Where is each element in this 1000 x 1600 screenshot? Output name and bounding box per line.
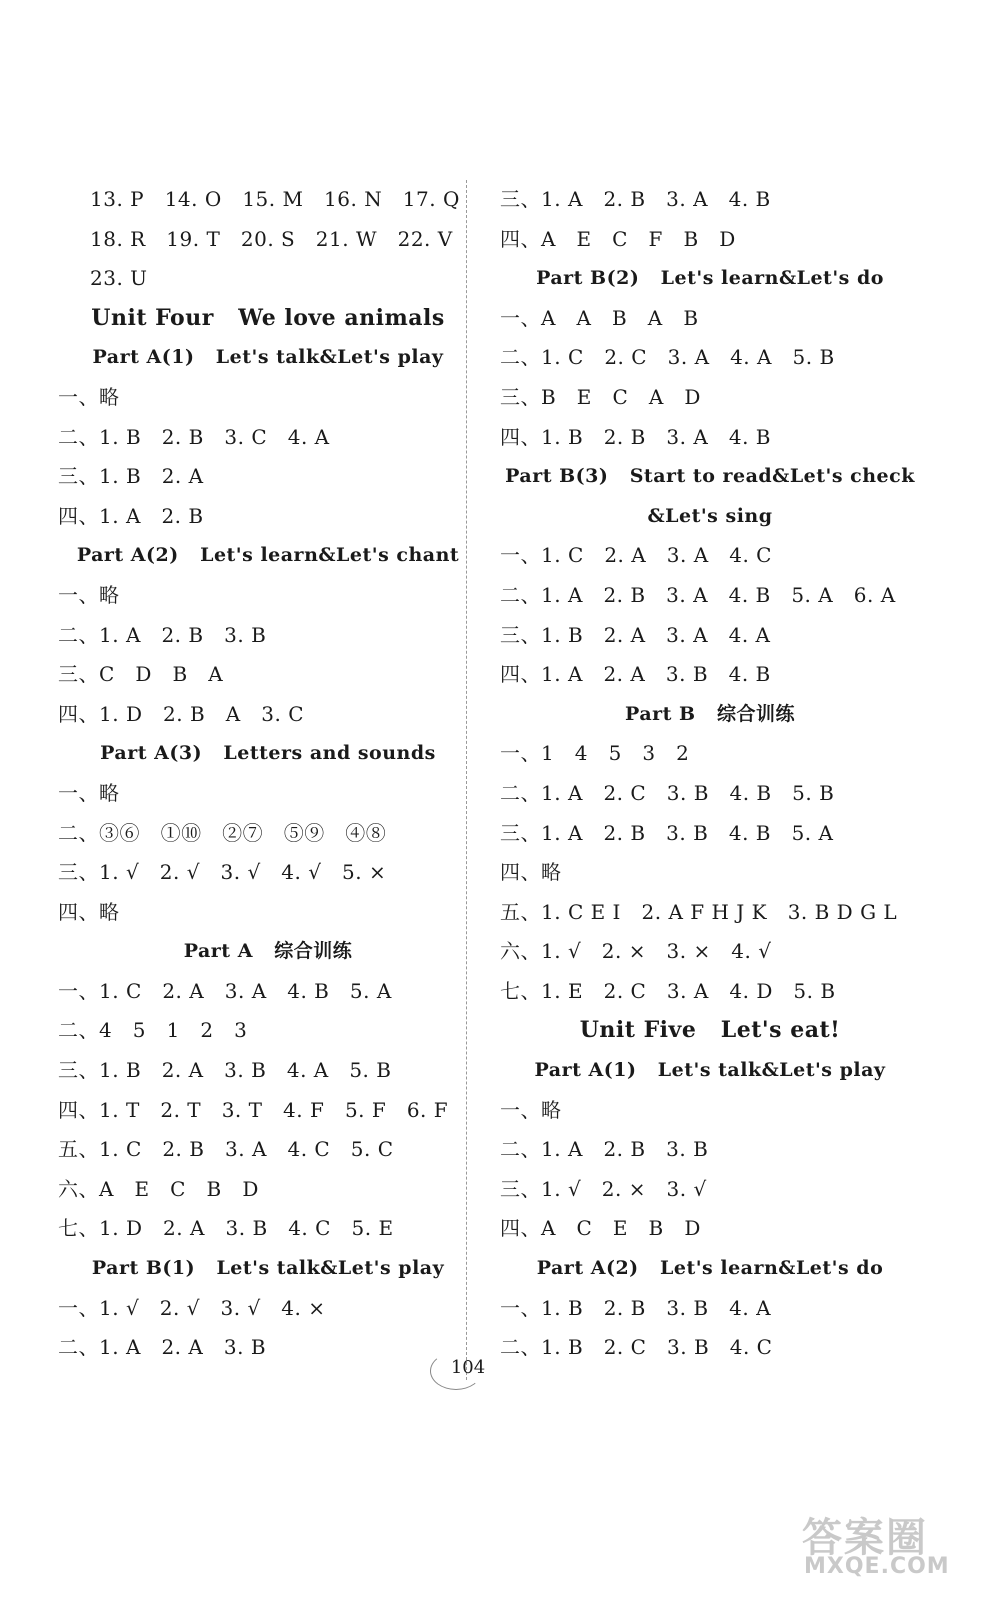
answer-line: 一、1 4 5 3 2	[500, 741, 690, 766]
answer-line: 四、略	[58, 899, 120, 924]
answer-line: 四、1. T 2. T 3. T 4. F 5. F 6. F	[58, 1097, 449, 1122]
section-heading: Part B(1) Let's talk&Let's play	[91, 1257, 445, 1280]
column-divider	[466, 180, 467, 1380]
section-heading: Part A(2) Let's learn&Let's chant	[76, 544, 460, 567]
answer-line: 二、1. A 2. B 3. B	[58, 622, 267, 647]
watermark-logo	[796, 1506, 976, 1579]
answer-line: 二、1. A 2. C 3. B 4. B 5. B	[500, 780, 835, 805]
answer-line: 三、1. A 2. B 3. B 4. B 5. A	[500, 820, 834, 845]
answer-line: 三、1. √ 2. √ 3. √ 4. √ 5. ×	[58, 860, 387, 885]
answer-line: 一、1. C 2. A 3. A 4. B 5. A	[58, 978, 392, 1003]
answer-line: 二、4 5 1 2 3	[58, 1018, 248, 1043]
section-heading: &Let's sing	[647, 504, 773, 527]
answer-line: 三、1. √ 2. × 3. √	[500, 1176, 707, 1201]
answer-line: 二、③⑥ ①⑩ ②⑦ ⑤⑨ ④⑧	[58, 820, 387, 845]
section-heading: Part B(3) Start to read&Let's check	[505, 465, 915, 488]
answer-line: 一、1. √ 2. √ 3. √ 4. ×	[58, 1295, 326, 1320]
answer-line: 一、1. B 2. B 3. B 4. A	[500, 1295, 772, 1320]
answer-line: 三、C D B A	[58, 662, 224, 687]
answer-line: 四、略	[500, 860, 562, 885]
watermark-url: MXQE.COM	[804, 1554, 950, 1579]
watermark-text: 答案圈	[802, 1515, 928, 1561]
section-heading: Part A(1) Let's talk&Let's play	[92, 346, 444, 369]
answer-line: 13. P 14. O 15. M 16. N 17. Q	[90, 187, 460, 211]
answer-line: 一、略	[58, 582, 120, 607]
left-answer-column	[58, 180, 478, 1368]
answer-line: 四、A C E B D	[500, 1216, 701, 1241]
answer-line: 四、1. A 2. A 3. B 4. B	[500, 662, 771, 687]
answer-line: 六、A E C B D	[58, 1176, 259, 1201]
page-number: 104	[450, 1357, 486, 1378]
answer-line: 23. U	[90, 266, 148, 291]
answer-line: 二、1. B 2. B 3. C 4. A	[58, 424, 330, 449]
answer-line: 四、1. D 2. B A 3. C	[58, 701, 305, 726]
answer-line: 四、A E C F B D	[500, 226, 736, 251]
section-heading: Part B(2) Let's learn&Let's do	[536, 267, 884, 290]
answer-line: 二、1. C 2. C 3. A 4. A 5. B	[500, 345, 835, 370]
section-heading: Part A(1) Let's talk&Let's play	[534, 1059, 886, 1082]
answer-line: 一、略	[58, 384, 120, 409]
answer-line: 三、1. A 2. B 3. A 4. B	[500, 187, 771, 211]
section-heading: Part B 综合训练	[625, 702, 795, 725]
answer-line: 三、1. B 2. A 3. B 4. A 5. B	[58, 1058, 392, 1083]
section-heading: Part A(3) Letters and sounds	[100, 742, 436, 765]
answer-line: 一、1. C 2. A 3. A 4. C	[500, 543, 772, 568]
answer-line: 一、略	[58, 780, 120, 805]
answer-line: 一、略	[500, 1097, 562, 1122]
answer-line: 七、1. D 2. A 3. B 4. C 5. E	[58, 1216, 394, 1241]
answer-line: 七、1. E 2. C 3. A 4. D 5. B	[500, 978, 836, 1003]
section-heading: Part A 综合训练	[183, 940, 353, 963]
answer-line: 三、1. B 2. A	[58, 464, 204, 489]
answer-line: 三、B E C A D	[500, 384, 701, 409]
answer-line: 18. R 19. T 20. S 21. W 22. V	[90, 226, 453, 251]
section-heading: Part A(2) Let's learn&Let's do	[536, 1257, 884, 1280]
unit-title: Unit Four We love animals	[91, 304, 445, 331]
right-answer-column	[500, 180, 920, 1368]
answer-line: 四、1. B 2. B 3. A 4. B	[500, 424, 772, 449]
unit-title: Unit Five Let's eat!	[579, 1017, 841, 1044]
answer-line: 六、1. √ 2. × 3. × 4. √	[500, 939, 772, 964]
answer-line: 一、A A B A B	[500, 305, 699, 330]
answer-line: 二、1. A 2. B 3. A 4. B 5. A 6. A	[500, 582, 896, 607]
answer-line: 二、1. A 2. B 3. B	[500, 1137, 709, 1162]
answer-line: 二、1. A 2. A 3. B	[58, 1335, 267, 1360]
answer-line: 三、1. B 2. A 3. A 4. A	[500, 622, 771, 647]
answer-line: 五、1. C E I 2. A F H J K 3. B D G L	[500, 899, 898, 924]
answer-line: 五、1. C 2. B 3. A 4. C 5. C	[58, 1137, 394, 1162]
answer-line: 二、1. B 2. C 3. B 4. C	[500, 1335, 773, 1360]
answer-line: 四、1. A 2. B	[58, 503, 204, 528]
